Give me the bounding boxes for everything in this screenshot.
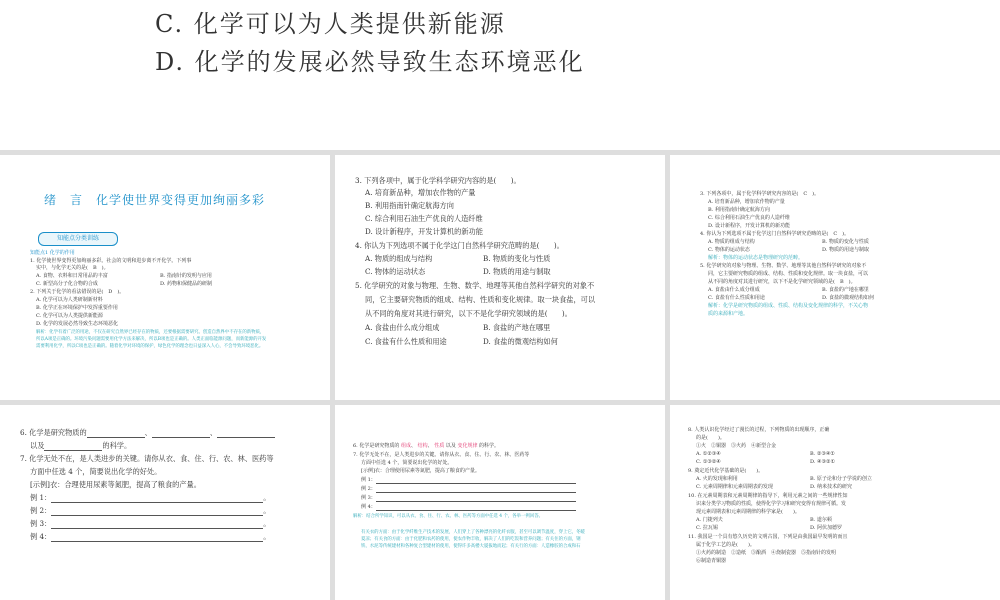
question-7: 7. 化学无处不在，是人类进步的关键。请你从衣、食、住、行、农、林、医药等 (20, 454, 274, 463)
answer-blank[interactable] (152, 429, 210, 438)
option: D. 物质的用途与制取 (822, 247, 870, 253)
option: D. 食盐的微观结构如何 (483, 337, 558, 346)
question-2: 2. 下列关于化学的看法错误的是( D )。 (30, 289, 125, 295)
question-6: 6. 化学是研究物质的 (353, 443, 400, 449)
question-10: 10. 在元素周期表和元素周期律的指导下，利用元素之间的一些规律性知 (688, 493, 848, 499)
example-label: 例 1： (30, 493, 52, 502)
answer-blank[interactable] (217, 429, 275, 438)
period: 。 (263, 506, 271, 515)
separator: 、 (144, 428, 152, 437)
page-4[interactable] (0, 405, 330, 600)
analysis: 解析：化学是研究物质的组成、性质、结构及变化规律的科学，不关心物 (708, 303, 869, 309)
question-4: 4. 你认为下列选项不属于化学这门自然科学研究范畴的是( C )。 (700, 231, 850, 237)
answer: 结构 (417, 443, 428, 449)
question-7-cont: 方面中任选 4 个，简要说出化学的好处。 (30, 467, 162, 476)
answer-line[interactable] (376, 504, 576, 511)
option: A. 物质的组成与结构 (365, 254, 433, 263)
option: A. 食物、衣料和日常用品的丰富 (36, 273, 108, 279)
answer-blank[interactable] (87, 429, 145, 438)
option: A. 化学可以为人类研制新材料 (36, 297, 103, 303)
question-5: 5. 化学研究的对象与物理、生物、数学、地理等其他自然科学研究的对象不 (700, 263, 867, 269)
example-label: 例 2： (30, 506, 52, 515)
option: D. 物质的用途与制取 (483, 267, 551, 276)
separator: 、 (427, 443, 433, 449)
option: A. 培育新品种，增加农作物的产量 (365, 188, 476, 197)
question-5-cont: 同，它主要研究物质的组成、结构、性质和变化规律。取一块食盐，可以 (365, 295, 596, 304)
option: A. 门捷列夫 (696, 517, 723, 523)
option: B. ②③④① (810, 451, 835, 457)
answer-line[interactable] (376, 486, 576, 493)
period: 。 (263, 519, 271, 528)
question-8-items: ①火 ②铜器 ③火药 ④新型合金 (696, 443, 777, 449)
option: D. 化学的发展必然导致生态环境恶化 (36, 321, 119, 327)
top-slide (0, 0, 1000, 150)
question-5-cont: 同，它主要研究物质的组成、结构、性质和变化规律。取一块食盐，可以 (708, 271, 869, 277)
section-heading: 知能点1 化学的作用 (30, 250, 75, 256)
example-label: 例 4： (30, 532, 52, 541)
answer: 性质 (434, 443, 445, 449)
question-11-items: ①火药的制造 ②造纸 ③酿酒 ④烧制瓷器 ⑤指南针的发明 (696, 550, 837, 556)
option: B. 化学正在环境保护中发挥重要作用 (36, 305, 118, 311)
answer-line[interactable] (51, 494, 263, 503)
question-11-cont: 属于化学工艺的是( )。 (696, 542, 755, 548)
option: C. 物体的运动状态 (708, 247, 750, 253)
question-9: 9. 奠定近代化学基础的是( )。 (688, 468, 764, 474)
answer-text: 有关衣的方面：由于化学纤维生产技术的发展，人们穿上了各种漂亮的化纤衣服，甚至可以调节温度，穿上它，冬暖夏凉；有关食的方面：由于化肥和农药的使用，使农作物丰收，解决了人们的吃饭和营养问题；有关住的方面，钢铁、水泥等传统建材和各种复合型建材的使用，使得许多高楼大厦拔地而起；有关行的方面：人造橡胶的合成和石 (361, 530, 585, 550)
question-6-end: 的科学。 (102, 441, 132, 450)
option: B. 道尔顿 (810, 517, 832, 523)
option: C. 化学可以为人类提供新能源 (36, 313, 103, 319)
option: A. ①②③④ (696, 451, 721, 457)
page-2[interactable] (335, 155, 665, 400)
option: C. 综合利用石油生产优良的人造纤维 (708, 215, 790, 221)
option: D. 设计新程序，开发计算机的新功能 (708, 223, 791, 229)
period: 。 (263, 493, 271, 502)
question-11-items: ⑥制造青铜器 (696, 558, 727, 564)
question-5: 5. 化学研究的对象与物理、生物、数学、地理等其他自然科学研究的对象不 (355, 281, 595, 290)
period: 。 (263, 532, 271, 541)
page-6[interactable] (670, 405, 1000, 600)
option: A. 食盐由什么成分组成 (708, 287, 760, 293)
question-8: 8. 人类认识化学经过了漫长的过程，下列物质的出现顺序，正确 (688, 427, 830, 433)
option: D. 阿伏加德罗 (810, 525, 843, 531)
option: C. 物体的运动状态 (365, 267, 426, 276)
option: D. 设计新程序，开发计算机的新功能 (365, 227, 483, 236)
answer-line[interactable] (376, 477, 576, 484)
option: B. 物质的变化与性质 (483, 254, 551, 263)
option: D. ④③②① (810, 459, 835, 465)
option: C. 综合利用石油生产优良的人造纤维 (365, 214, 483, 223)
example-label: 例 3： (30, 519, 52, 528)
page-3[interactable] (670, 155, 1000, 400)
option: D. 药物和保健品的研制 (160, 281, 213, 287)
analysis: 解析：化学有着广泛的用途，不仅在研究自然界已经存在的物质，还要根据需要研究、创造自然界中不存在的新物质，所以A项是正确的。环境污染问题需要用化学方法来解决，所以B项也是正确的。人类正面临能源问题，而新能源的开发需要利用化学，所以C项也是正确的。随着化学对环境的保护，绿色化学的理念也日益深入人心，不会导致环境恶化。 (36, 330, 267, 350)
question-6-end: 的科学。 (479, 443, 500, 449)
answer: 组成 (400, 443, 411, 449)
answer-blank[interactable] (44, 442, 102, 451)
example-label: 例 2： (361, 486, 376, 492)
question-5-cont: 从不同的角度对其进行研究，以下不是化学研究领域的是( )。 (365, 309, 572, 318)
option-c: C. 化学可以为人类提供新能源 (155, 10, 506, 38)
question-1: 1. 化学使世界变得更加绚丽多彩。社会的文明和进步离不开化学。下列事 (30, 258, 192, 264)
option: C. 拉瓦锡 (696, 525, 718, 531)
option: C. 新型高分子化合物的合成 (36, 281, 98, 287)
option-d: D. 化学的发展必然导致生态环境恶化 (155, 48, 585, 76)
example-label: 例 4： (361, 504, 376, 510)
option: A. 火的发现和利用 (696, 476, 738, 482)
question-5-cont: 从不同的角度对其进行研究，以下不是化学研究领域的是( B )。 (708, 279, 856, 285)
example-line: [示例]衣：合理使用尿素等氮肥，提高了粮食的产量。 (361, 468, 480, 474)
option: C. 元素周期律和元素周期表的发现 (696, 484, 773, 490)
example-label: 例 3： (361, 495, 376, 501)
option: B. 利用指南针确定航海方向 (365, 201, 454, 210)
option: D. 纳米技术的研究 (810, 484, 853, 490)
answer-line[interactable] (51, 507, 263, 516)
section-badge: 知能点分类训练 (38, 232, 118, 246)
example-line: [示例]衣：合理使用尿素等氮肥，提高了粮食的产量。 (30, 480, 201, 489)
option: C. 食盐有什么性质和用途 (365, 337, 447, 346)
example-label: 例 1： (361, 477, 376, 483)
question-10-cont: 现元素周期表和元素周期律的科学家是( )。 (696, 509, 800, 515)
question-7-cont: 方面中任选 4 个，简要说出化学的好处。 (361, 460, 453, 466)
page-1[interactable] (0, 155, 330, 400)
option: B. 利用指南针确定航海方向 (708, 207, 770, 213)
separator: 、 (209, 428, 218, 437)
analysis: 质的来源和产地。 (708, 311, 749, 317)
analysis: 解析：物体的运动状态是物理研究的范畴。 (708, 255, 804, 261)
option: A. 培育新品种，增加农作物的产量 (708, 199, 785, 205)
option: B. 食盐的产地在哪里 (822, 287, 869, 293)
option: A. 食盐由什么成分组成 (365, 323, 440, 332)
question-8-cont: 的是( )。 (696, 435, 725, 441)
option: C. 食盐有什么性质和用途 (708, 295, 765, 301)
question-11: 11. 我国是一个具有悠久历史的文明古国，下列是由我国最早发明的而且 (688, 534, 848, 540)
question-4: 4. 你认为下列选项不属于化学这门自然科学研究范畴的是( )。 (355, 241, 564, 250)
answer: 变化规律 (457, 443, 478, 449)
answer-line[interactable] (51, 533, 263, 542)
option: B. 食盐的产地在哪里 (483, 323, 551, 332)
option: B. 指南针的发明与应用 (160, 273, 212, 279)
question-3: 3. 下列各项中，属于化学科学研究内容的是( )。 (355, 176, 521, 185)
question-6-cont: 以及 (30, 441, 45, 450)
page-title: 绪 言 化学使世界变得更加绚丽多彩 (44, 193, 266, 207)
separator: 、 (410, 443, 416, 449)
question-1-cont: 实中，与化学无关的是( B )。 (36, 265, 109, 271)
question-6: 6. 化学是研究物质的 (20, 428, 87, 437)
question-7: 7. 化学无处不在，是人类进步的关键。请你从衣、食、住、行、农、林、医药等 (353, 452, 530, 458)
question-3: 3. 下列各项中，属于化学科学研究内容的是( C )。 (700, 191, 820, 197)
answer-line[interactable] (51, 520, 263, 529)
question-10-cont: 识来分类学习物质的性质，使得化学学习和研究变得有规律可循。发 (696, 501, 847, 507)
option: D. 食盐的微观结构如何 (822, 295, 875, 301)
analysis: 解析：结合所学知识，可以从衣、食、住、行、农、林、医药等方面中任选 4 个，各举一例回答。 (353, 514, 543, 519)
option: B. 原子论和分子学说的创立 (810, 476, 872, 482)
option: A. 物质的组成与结构 (708, 239, 755, 245)
page-5[interactable] (335, 405, 665, 600)
question-6-cont: 以及 (445, 443, 456, 449)
option: C. ①③②④ (696, 459, 721, 465)
option: B. 物质的变化与性质 (822, 239, 869, 245)
answer-line[interactable] (376, 495, 576, 502)
